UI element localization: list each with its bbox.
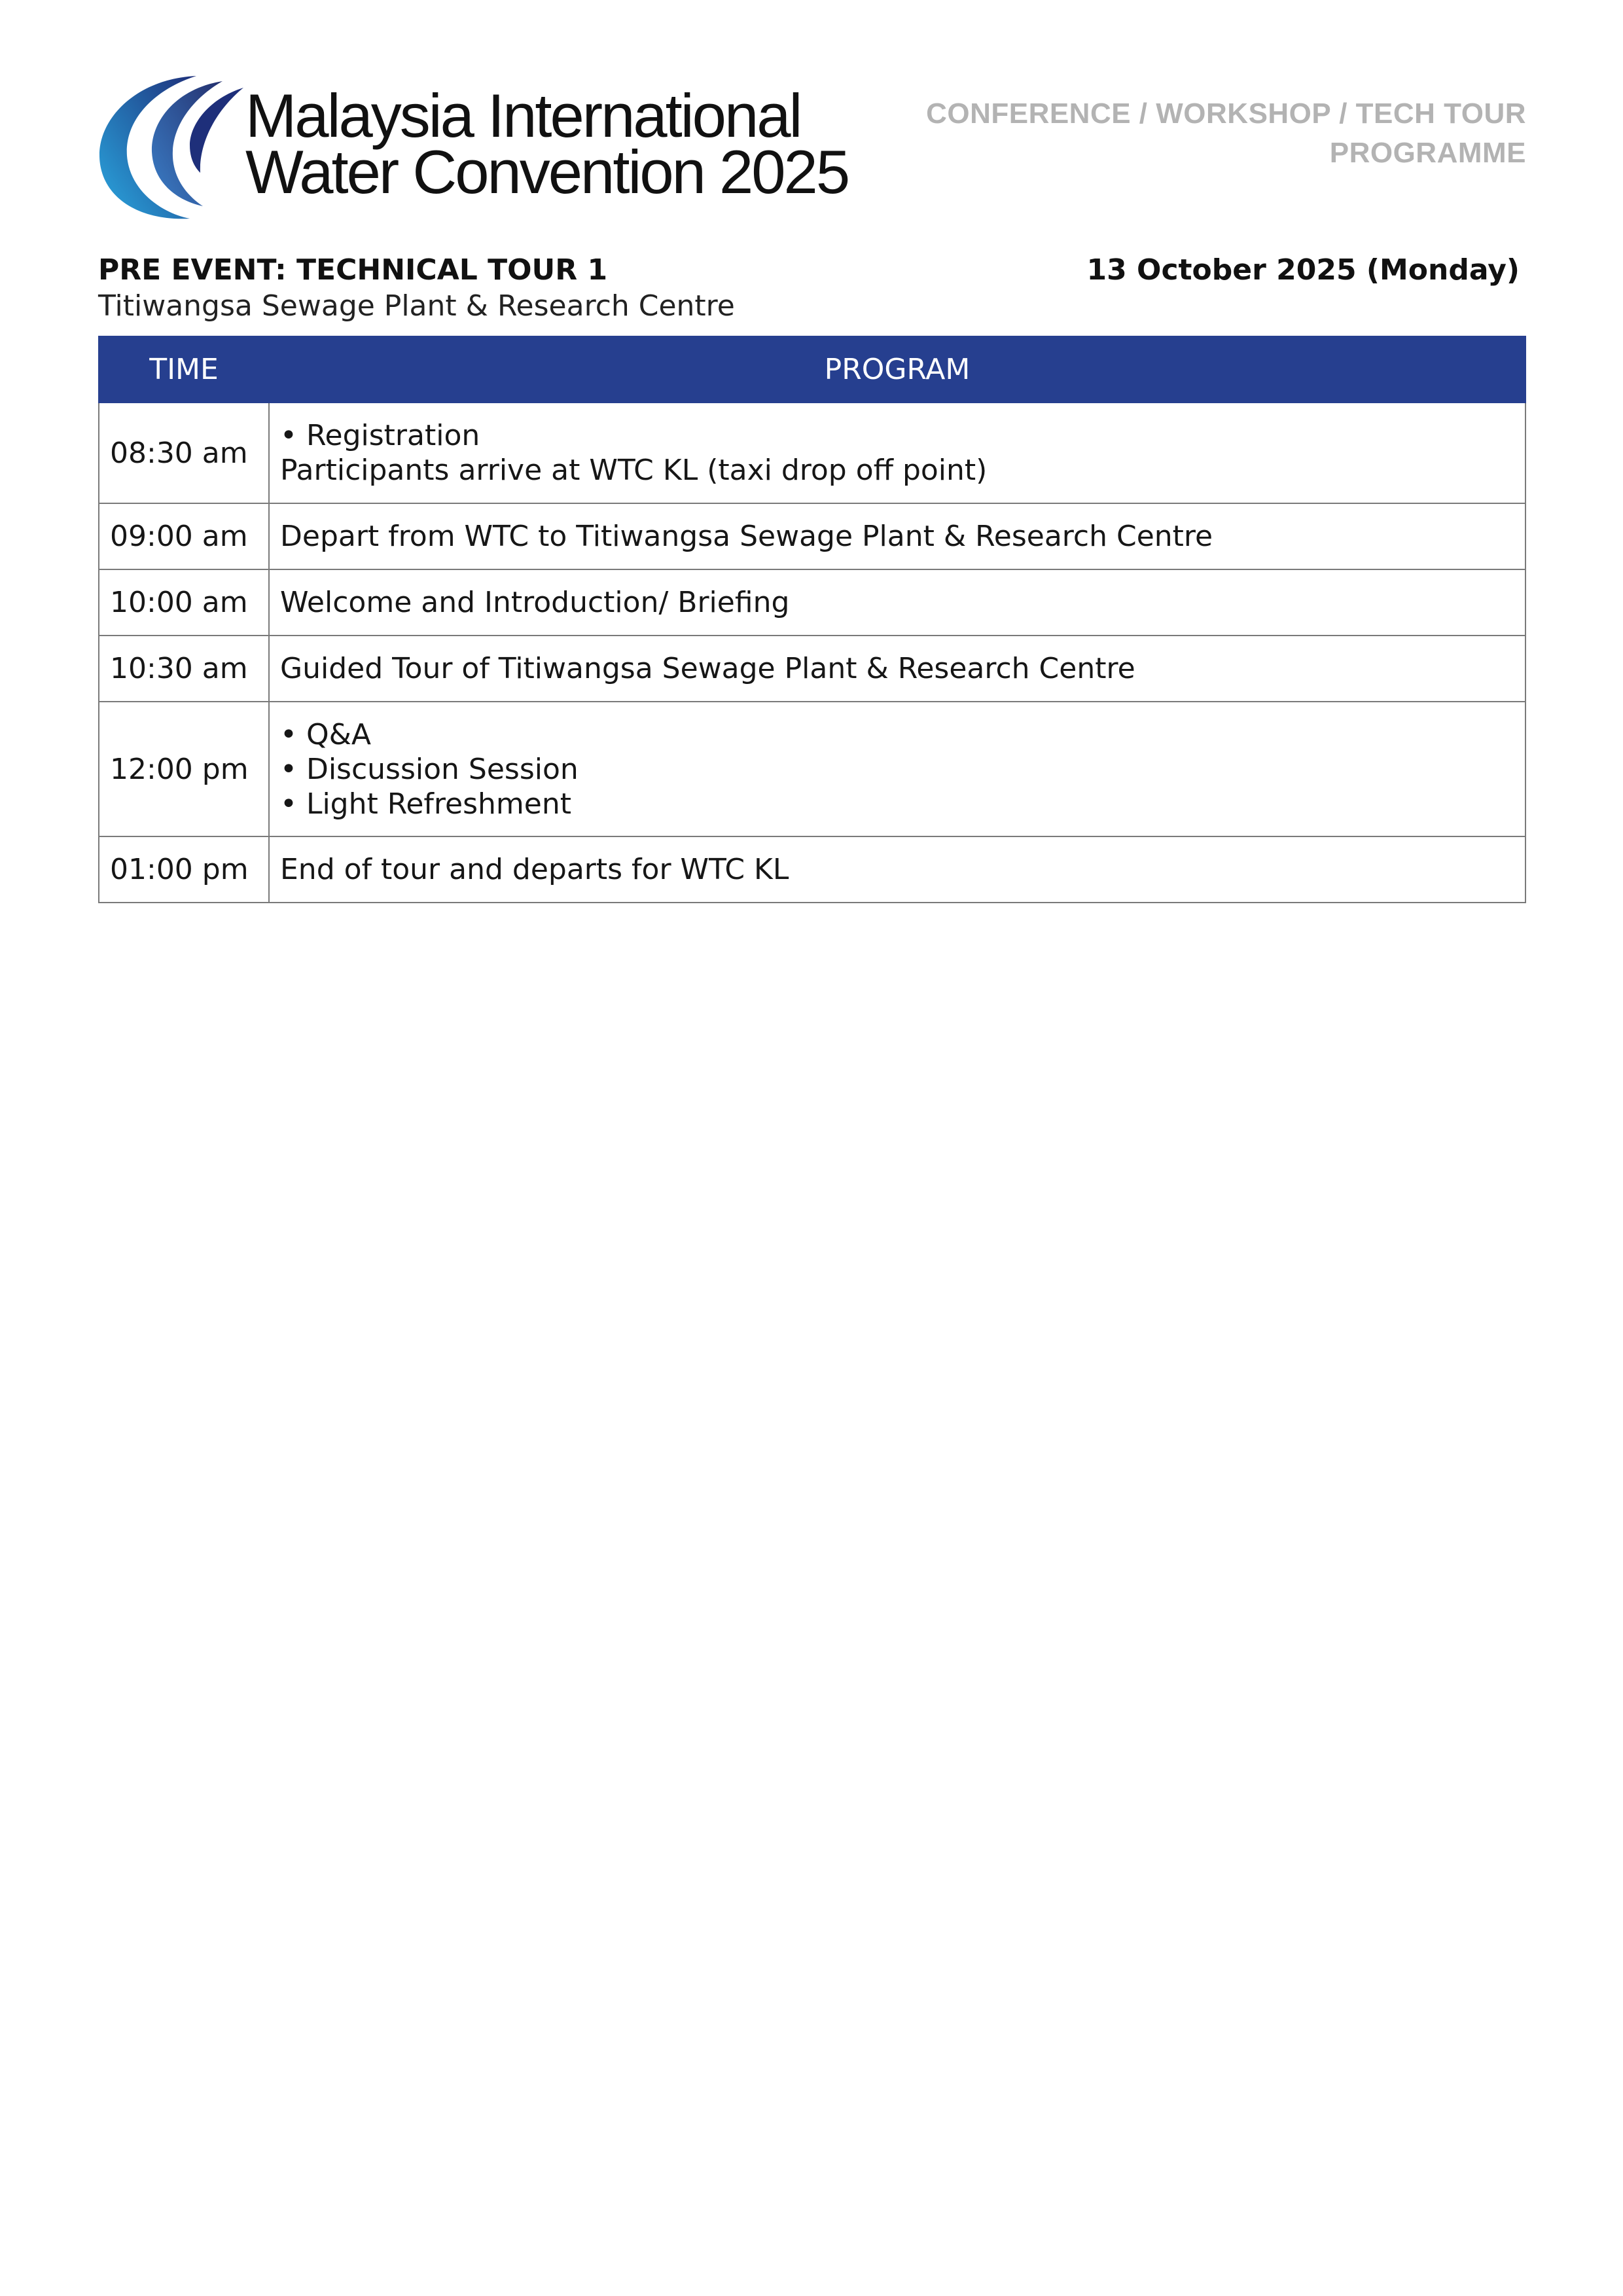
- logo: [98, 72, 849, 223]
- program-cell: [269, 702, 1525, 836]
- time-cell: 10:00 am: [99, 569, 269, 636]
- logo-line-2: Water Convention 2025: [245, 137, 849, 206]
- program-cell: [269, 836, 1525, 903]
- schedule-table: [98, 336, 1526, 903]
- program-cell: [269, 503, 1525, 569]
- program-line: • Light Refreshment: [280, 787, 571, 821]
- logo-line-1: Malaysia International: [245, 81, 801, 150]
- table-header-row: [99, 336, 1525, 403]
- program-line: Welcome and Introduction/ Briefing: [280, 586, 790, 619]
- table-row: [99, 836, 1525, 903]
- table-row: [99, 503, 1525, 569]
- table-row: [99, 636, 1525, 702]
- logo-swoosh-icon: [98, 72, 249, 223]
- programme-label-line-2: PROGRAMME: [1329, 137, 1526, 169]
- event-date: 13 October 2025 (Monday): [1086, 253, 1520, 287]
- event-venue: Titiwangsa Sewage Plant & Research Centre: [98, 289, 735, 323]
- time-cell: 08:30 am: [99, 403, 269, 503]
- program-line: • Registration: [280, 419, 480, 452]
- time-cell: 10:30 am: [99, 636, 269, 702]
- programme-label: [926, 94, 1526, 173]
- program-line: • Discussion Session: [280, 752, 579, 786]
- time-cell: 01:00 pm: [99, 836, 269, 903]
- logo-wordmark: [245, 81, 849, 206]
- time-cell: 12:00 pm: [99, 702, 269, 836]
- program-line: Guided Tour of Titiwangsa Sewage Plant & Research Centre: [280, 652, 1135, 685]
- table-row: [99, 569, 1525, 636]
- program-line: End of tour and departs for WTC KL: [280, 853, 789, 886]
- program-cell: [269, 403, 1525, 503]
- program-cell: [269, 569, 1525, 636]
- programme-label-line-1: CONFERENCE / WORKSHOP / TECH TOUR: [926, 98, 1526, 130]
- column-header-time: TIME: [99, 336, 269, 403]
- program-line: Depart from WTC to Titiwangsa Sewage Plant & Research Centre: [280, 520, 1213, 553]
- table-row: [99, 702, 1525, 836]
- event-title: PRE EVENT: TECHNICAL TOUR 1: [98, 253, 608, 287]
- program-line: Participants arrive at WTC KL (taxi drop off point): [280, 454, 988, 487]
- column-header-program: PROGRAM: [269, 336, 1525, 403]
- program-line: • Q&A: [280, 717, 371, 751]
- time-cell: 09:00 am: [99, 503, 269, 569]
- table-row: [99, 403, 1525, 503]
- program-cell: [269, 636, 1525, 702]
